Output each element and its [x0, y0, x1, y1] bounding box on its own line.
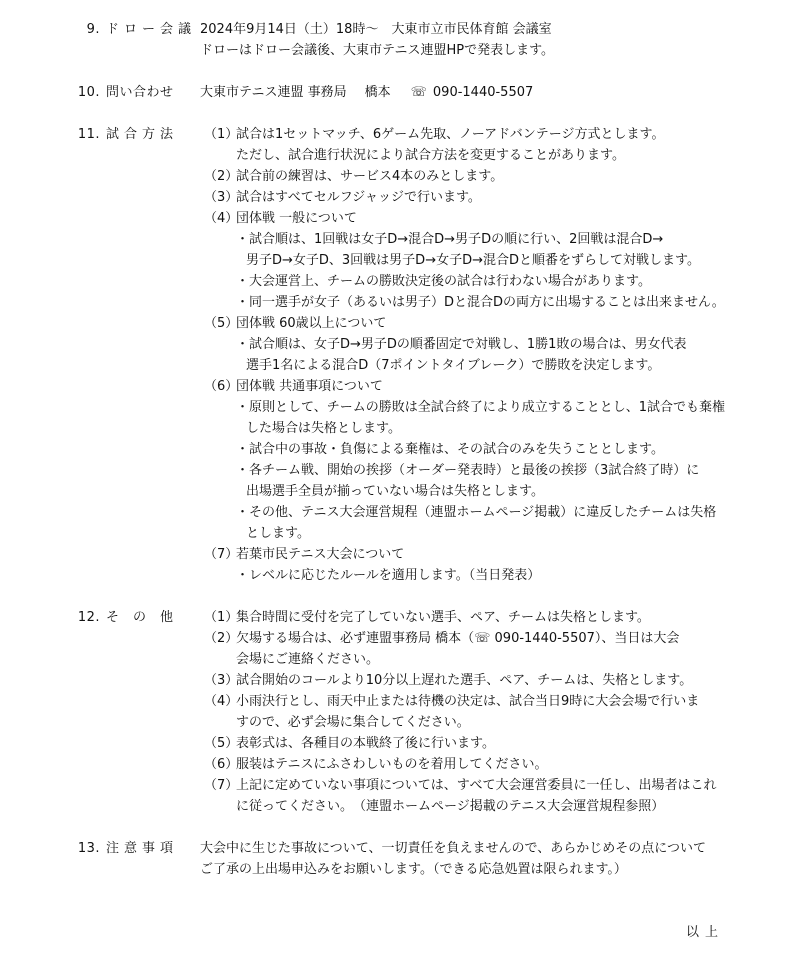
item-number: （5）: [204, 316, 239, 331]
item-number: （6）: [204, 757, 239, 772]
other-item-1: 集合時間に受付を完了していない選手、ペア、チームは失格とします。: [236, 610, 650, 625]
draw-announcement: ドローはドロー会議後、大東市テニス連盟HPで発表します。: [200, 43, 555, 58]
bullet-item-cont: 出場選手全員が揃っていない場合は失格とします。: [246, 484, 544, 499]
item-number: （6）: [204, 379, 239, 394]
section-label: 注意事項: [106, 841, 179, 856]
bullet-item: ・その他、テニス大会運営規程（連盟ホームページ掲載）に違反したチームは失格: [236, 505, 717, 520]
bullet-item: ・試合順は、女子D→男子Dの順番固定で対戦し、1勝1敗の場合は、男女代表: [236, 337, 687, 352]
other-item-7-cont: に従ってください。 （連盟ホームページ掲載のテニス大会運営規程参照）: [236, 799, 665, 814]
section-number: 12.: [77, 610, 100, 625]
other-item-3: 試合開始のコールより10分以上遅れた選手、ペア、チームは、失格とします。: [236, 673, 693, 688]
section-9-heading: [60, 19, 197, 40]
section-label: 試合方法: [106, 127, 179, 142]
section-number: 10.: [77, 85, 100, 100]
disclaimer-line-1: 大会中に生じた事故について、一切責任を負えませんので、あらかじめその点について: [200, 841, 706, 856]
section-13-heading: [60, 838, 192, 859]
section-11-heading: [60, 124, 192, 145]
section-number: 13.: [77, 841, 100, 856]
closing-mark: 以上: [686, 925, 725, 940]
bullet-item: ・同一選手が女子（あるいは男子）Dと混合Dの両方に出場することは出来ません。: [236, 295, 725, 310]
disclaimer-line-2: ご了承の上出場申込みをお願いします。（できる応急処置は限られます。）: [200, 862, 627, 877]
item-number: （2）: [204, 631, 239, 646]
rule-item-7: 若葉市民テニス大会について: [236, 547, 405, 562]
item-number: （7）: [204, 547, 239, 562]
section-10-heading: [60, 82, 192, 103]
bullet-item: ・大会運営上、チームの勝敗決定後の試合は行わない場合があります。: [236, 274, 651, 289]
phone-icon: ☏: [410, 85, 427, 100]
other-item-4-cont: すので、必ず会場に集合してください。: [236, 715, 470, 730]
draw-meeting-schedule: 2024年9月14日（土）18時～ 大東市立市民体育館 会議室: [200, 22, 552, 37]
bullet-item: ・各チーム戦、開始の挨拶（オーダー発表時）と最後の挨拶（3試合終了時）に: [236, 463, 700, 478]
contact-org: 大東市テニス連盟 事務局: [200, 85, 347, 100]
other-item-7: 上記に定めていない事項については、すべて大会運営委員に一任し、出場者はこれ: [236, 778, 717, 793]
other-item-2: 欠場する場合は、必ず連盟事務局 橋本（☏ 090-1440-5507）、当日は大会: [236, 631, 680, 646]
item-number: （4）: [204, 694, 239, 709]
rule-item-4: 団体戦 一般について: [236, 211, 357, 226]
item-number: （5）: [204, 736, 239, 751]
section-12-heading: [60, 607, 192, 628]
rule-item-1-cont: ただし、試合進行状況により試合方法を変更することがあります。: [236, 148, 625, 163]
section-number: 11.: [77, 127, 100, 142]
item-number: （7）: [204, 778, 239, 793]
item-number: （4）: [204, 211, 239, 226]
rule-item-3: 試合はすべてセルフジャッジで行います。: [236, 190, 481, 205]
contact-person: 橋本: [364, 85, 391, 100]
other-item-4: 小雨決行とし、雨天中止または待機の決定は、試合当日9時に大会会場で行いま: [236, 694, 700, 709]
bullet-item: ・試合順は、1回戦は女子D→混合D→男子Dの順に行い、2回戦は混合D→: [236, 232, 664, 247]
section-label: 問い合わせ: [106, 85, 174, 100]
bullet-item-cont: した場合は失格とします。: [246, 421, 401, 436]
item-number: （1）: [204, 127, 239, 142]
other-item-6: 服装はテニスにふさわしいものを着用してください。: [236, 757, 548, 772]
bullet-item-cont: 男子D→女子D、3回戦は男子D→女子D→混合Dと順番をずらして対戦します。: [246, 253, 700, 268]
section-label: その他: [106, 610, 188, 625]
bullet-item: ・レベルに応じたルールを適用します。（当日発表）: [236, 568, 541, 583]
other-item-5: 表彰式は、各種目の本戦終了後に行います。: [236, 736, 495, 751]
rule-item-1: 試合は1セットマッチ、6ゲーム先取、ノーアドバンテージ方式とします。: [236, 127, 665, 142]
section-number: 9.: [86, 22, 100, 37]
other-item-2-cont: 会場にご連絡ください。: [236, 652, 380, 667]
item-number: （1）: [204, 610, 239, 625]
contact-line: [200, 82, 533, 103]
bullet-item-cont: 選手1名による混合D（7ポイントタイブレーク）で勝敗を決定します。: [246, 358, 661, 373]
bullet-item: ・試合中の事故・負傷による棄権は、その試合のみを失うこととします。: [236, 442, 664, 457]
bullet-item: ・原則として、チームの勝敗は全試合終了により成立することとし、1試合でも棄権: [236, 400, 726, 415]
item-number: （3）: [204, 673, 239, 688]
section-label: ドロー会議: [106, 22, 197, 37]
rule-item-2: 試合前の練習は、サービス4本のみとします。: [236, 169, 504, 184]
item-number: （3）: [204, 190, 239, 205]
rule-item-5: 団体戦 60歳以上について: [236, 316, 387, 331]
contact-phone: 090-1440-5507: [432, 85, 534, 100]
item-number: （2）: [204, 169, 239, 184]
bullet-item-cont: とします。: [246, 526, 310, 541]
rule-item-6: 団体戦 共通事項について: [236, 379, 383, 394]
